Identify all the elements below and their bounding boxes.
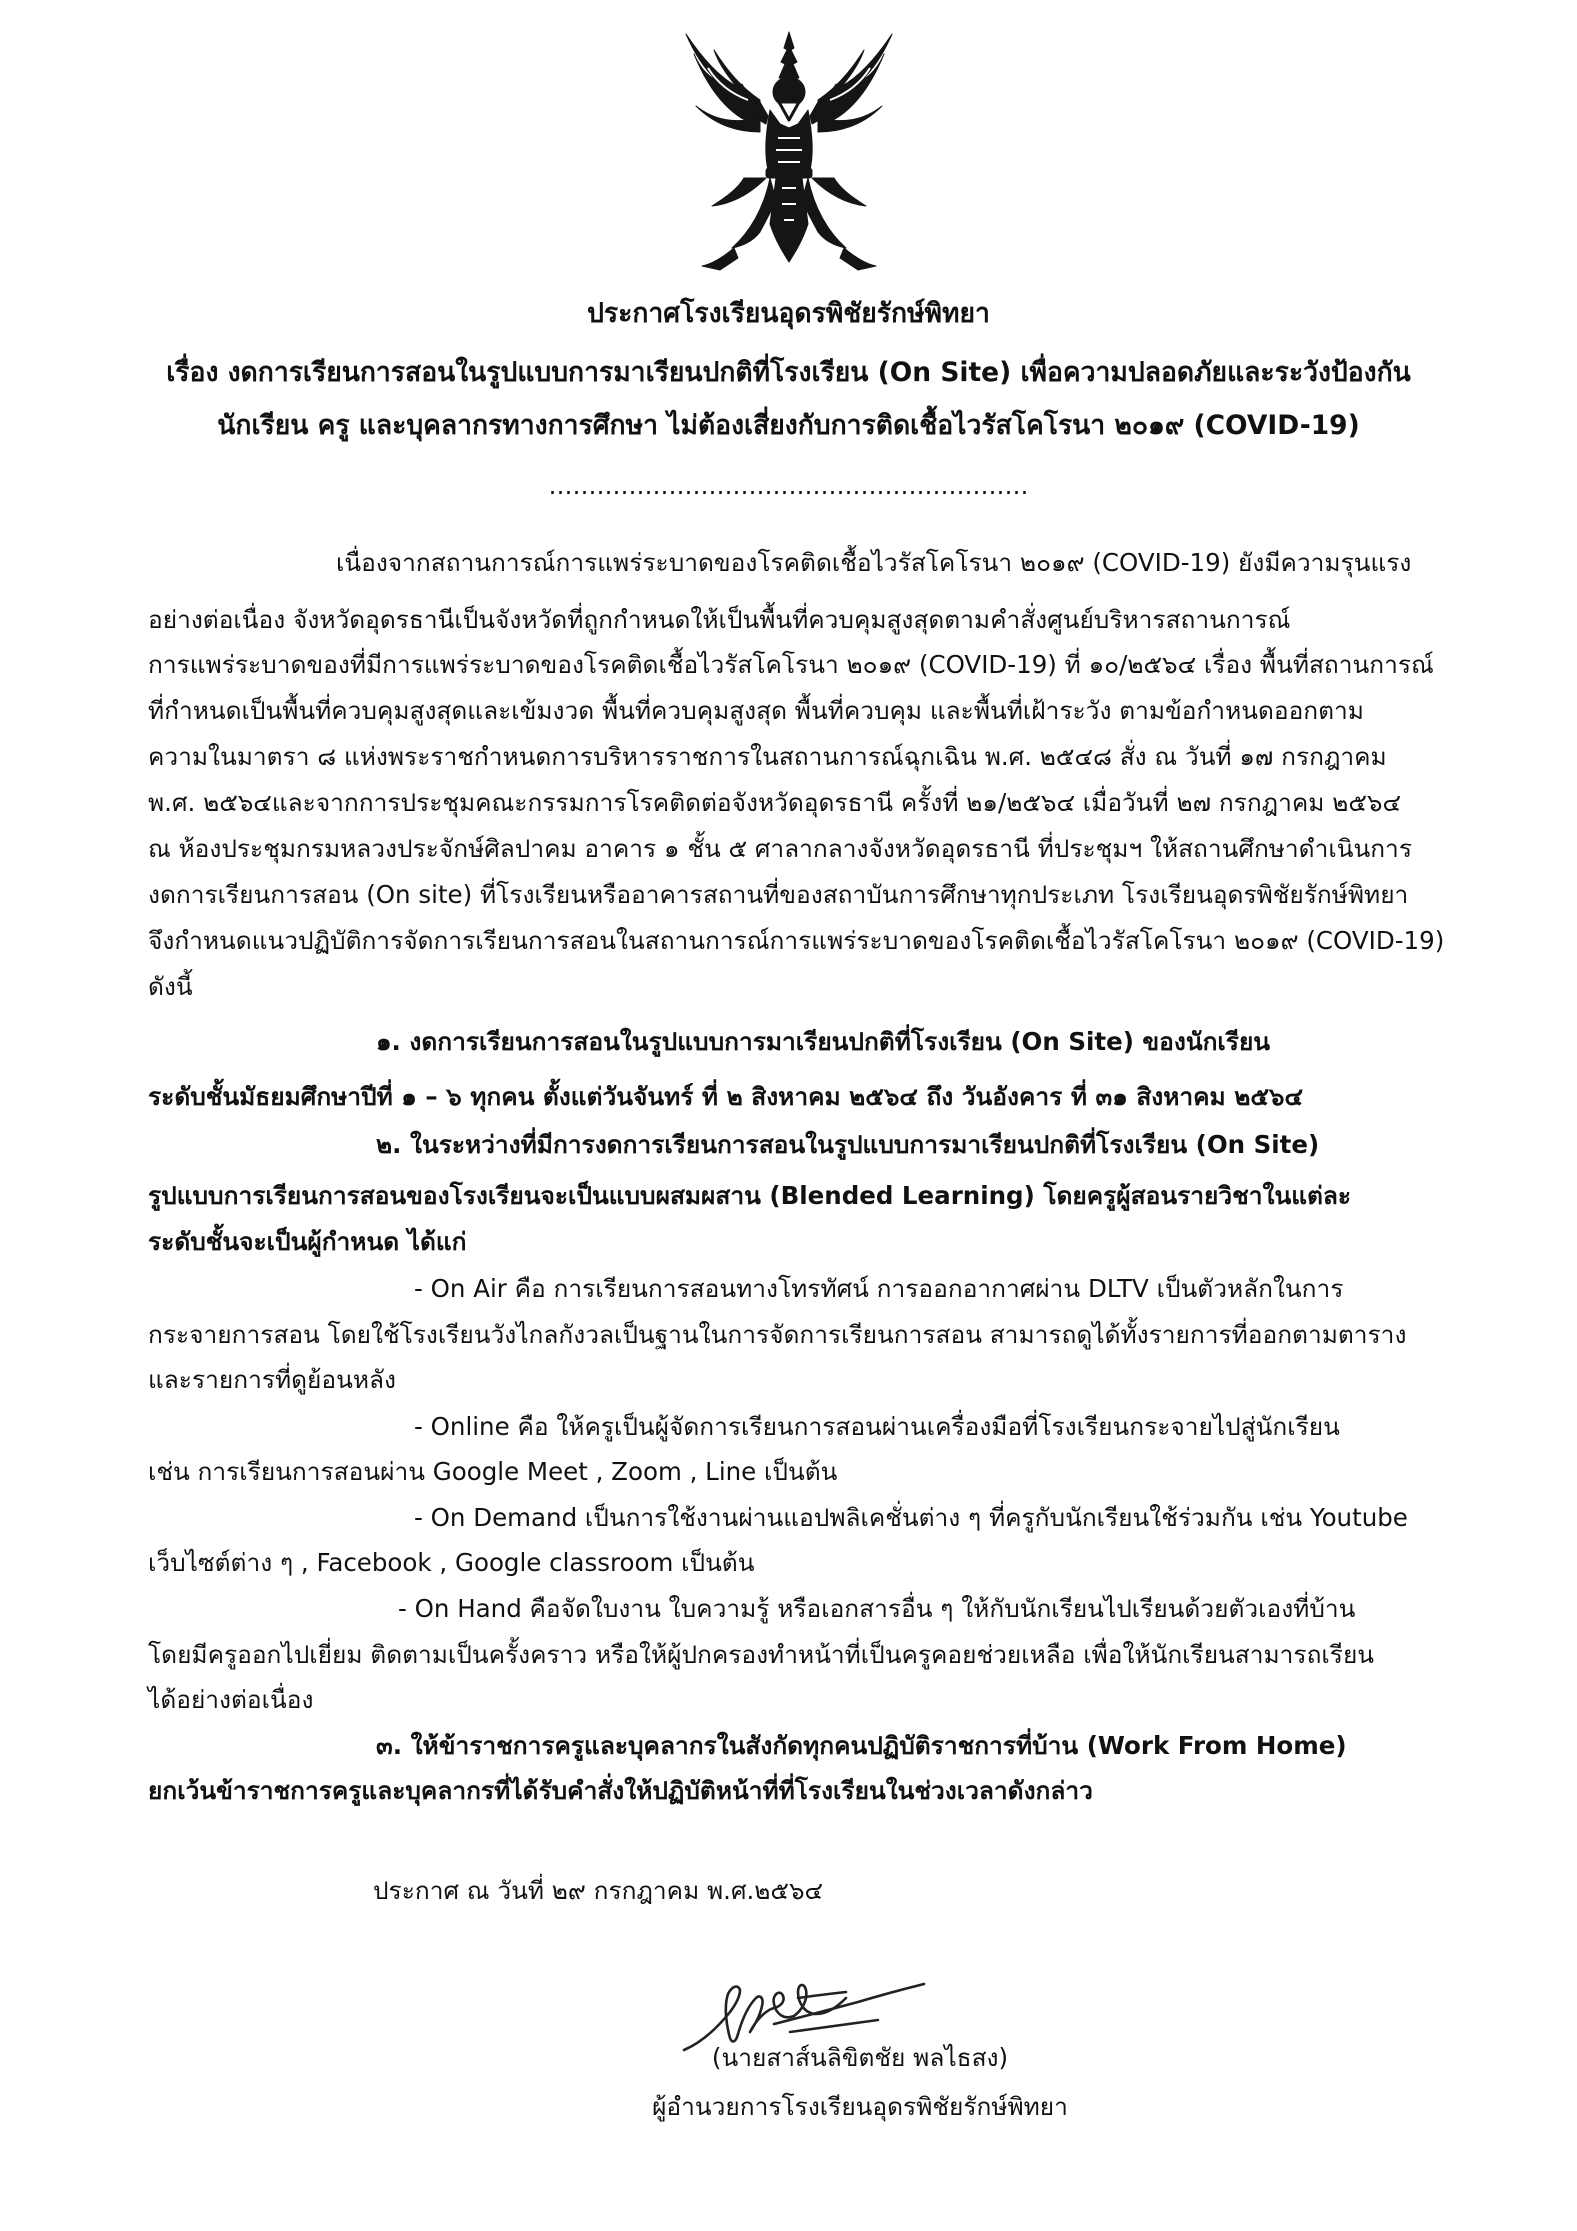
subject-line-1: เรื่อง งดการเรียนการสอนในรูปแบบการมาเรียนปกติที่โรงเรียน (On Site) เพื่อความปลอดภัยและระวังป้องกัน bbox=[166, 357, 1411, 388]
announcement-title: ประกาศโรงเรียนอุดรพิชัยรักษ์พิทยา bbox=[587, 298, 990, 329]
item-2-line: ๒. ในระหว่างที่มีการงดการเรียนการสอนในรูปแบบการมาเรียนปกติที่โรงเรียน (On Site) bbox=[376, 1130, 1320, 1159]
subject-line-2: นักเรียน ครู และบุคลากรทางการศึกษา ไม่ต้องเสี่ยงกับการติดเชื้อไวรัสโคโรนา ๒๐๑๙ (COVID-19) bbox=[217, 410, 1360, 441]
on-hand-line: ได้อย่างต่อเนื่อง bbox=[148, 1685, 314, 1714]
paragraph-line: ที่กำหนดเป็นพื้นที่ควบคุมสูงสุดและเข้มงวด พื้นที่ควบคุมสูงสุด พื้นที่ควบคุม และพื้นที่เฝ้าระวัง ตามข้อกำหนดออกตาม bbox=[148, 696, 1364, 725]
item-1-line: ๑. งดการเรียนการสอนในรูปแบบการมาเรียนปกติที่โรงเรียน (On Site) ของนักเรียน bbox=[376, 1027, 1271, 1056]
on-hand-line: - On Hand คือจัดใบงาน ใบความรู้ หรือเอกสารอื่น ๆ ให้กับนักเรียนไปเรียนด้วยตัวเองที่บ้าน bbox=[398, 1594, 1356, 1623]
signer-position: ผู้อำนวยการโรงเรียนอุดรพิชัยรักษ์พิทยา bbox=[652, 2092, 1068, 2121]
on-demand-line: - On Demand เป็นการใช้งานผ่านแอปพลิเคชั่นต่าง ๆ ที่ครูกับนักเรียนใช้ร่วมกัน เช่น Youtube bbox=[414, 1503, 1408, 1532]
item-1-line: ระดับชั้นมัธยมศึกษาปีที่ ๑ – ๖ ทุกคน ตั้งแต่วันจันทร์ ที่ ๒ สิงหาคม ๒๕๖๔ ถึง วันอังคาร ที่ ๓๑ สิงหาคม ๒๕๖๔ bbox=[148, 1082, 1304, 1111]
paragraph-line: ณ ห้องประชุมกรมหลวงประจักษ์ศิลปาคม อาคาร ๑ ชั้น ๕ ศาลากลางจังหวัดอุดรธานี ที่ประชุมฯ ให้สถานศึกษาดำเนินการ bbox=[148, 834, 1412, 863]
signer-name: (นายสาส์นลิขิตชัย พลไธสง) bbox=[711, 2043, 1009, 2072]
paragraph-line: การแพร่ระบาดของที่มีการแพร่ระบาดของโรคติดเชื้อไวรัสโคโรนา ๒๐๑๙ (COVID-19) ที่ ๑๐/๒๕๖๔ เรื่อง พื้นที่สถานการณ์ bbox=[148, 650, 1434, 679]
item-2-line: ระดับชั้นจะเป็นผู้กำหนด ได้แก่ bbox=[148, 1227, 467, 1256]
paragraph-line: อย่างต่อเนื่อง จังหวัดอุดรธานีเป็นจังหวัดที่ถูกกำหนดให้เป็นพื้นที่ควบคุมสูงสุดตามคำสั่งศูนย์บริหารสถานการณ์ bbox=[148, 605, 1291, 634]
paragraph-line: เนื่องจากสถานการณ์การแพร่ระบาดของโรคติดเชื้อไวรัสโคโรนา ๒๐๑๙ (COVID-19) ยังมีความรุนแรง bbox=[336, 548, 1412, 577]
separator-line: …………………………………………………… bbox=[548, 472, 1029, 500]
paragraph-line: พ.ศ. ๒๕๖๔และจากการประชุมคณะกรรมการโรคติดต่อจังหวัดอุดรธานี ครั้งที่ ๒๑/๒๕๖๔ เมื่อวันที่ ๒๗ กรกฎาคม ๒๕๖๔ bbox=[148, 788, 1401, 817]
item-2-line: รูปแบบการเรียนการสอนของโรงเรียนจะเป็นแบบผสมผสาน (Blended Learning) โดยครูผู้สอนรายวิชาในแต่ละ bbox=[148, 1181, 1352, 1210]
on-demand-line: เว็บไซต์ต่าง ๆ , Facebook , Google classroom เป็นต้น bbox=[148, 1548, 755, 1577]
paragraph-line: จึงกำหนดแนวปฏิบัติการจัดการเรียนการสอนในสถานการณ์การแพร่ระบาดของโรคติดเชื้อไวรัสโคโรนา ๒๐๑๙ (COVID-19) bbox=[148, 926, 1445, 955]
item-3-line: ยกเว้นข้าราชการครูและบุคลากรที่ได้รับคำสั่งให้ปฏิบัติหน้าที่ที่โรงเรียนในช่วงเวลาดังกล่าว bbox=[148, 1776, 1093, 1805]
garuda-emblem bbox=[678, 28, 900, 280]
on-air-line: และรายการที่ดูย้อนหลัง bbox=[148, 1365, 396, 1394]
on-air-line: กระจายการสอน โดยใช้โรงเรียนวังไกลกังวลเป็นฐานในการจัดการเรียนการสอน สามารถดูได้ทั้งรายการที่ออกตามตาราง bbox=[148, 1320, 1407, 1349]
online-line: - Online คือ ให้ครูเป็นผู้จัดการเรียนการสอนผ่านเครื่องมือที่โรงเรียนกระจายไปสู่นักเรียน bbox=[414, 1412, 1340, 1441]
on-hand-line: โดยมีครูออกไปเยี่ยม ติดตามเป็นครั้งคราว หรือให้ผู้ปกครองทำหน้าที่เป็นครูคอยช่วยเหลือ เพื่อให้นักเรียนสามารถเรียน bbox=[148, 1640, 1375, 1669]
announcement-date: ประกาศ ณ วันที่ ๒๙ กรกฎาคม พ.ศ.๒๕๖๔ bbox=[373, 1876, 824, 1905]
online-line: เช่น การเรียนการสอนผ่าน Google Meet , Zoom , Line เป็นต้น bbox=[148, 1457, 838, 1486]
paragraph-line: ดังนี้ bbox=[148, 972, 193, 1001]
paragraph-line: ความในมาตรา ๘ แห่งพระราชกำหนดการบริหารราชการในสถานการณ์ฉุกเฉิน พ.ศ. ๒๕๔๘ สั่ง ณ วันที่ ๑๗ กรกฎาคม bbox=[148, 742, 1387, 771]
on-air-line: - On Air คือ การเรียนการสอนทางโทรทัศน์ การออกอากาศผ่าน DLTV เป็นตัวหลักในการ bbox=[414, 1274, 1344, 1303]
item-3-line: ๓. ให้ข้าราชการครูและบุคลากรในสังกัดทุกคนปฏิบัติราชการที่บ้าน (Work From Home) bbox=[376, 1731, 1347, 1760]
paragraph-line: งดการเรียนการสอน (On site) ที่โรงเรียนหรืออาคารสถานที่ของสถาบันการศึกษาทุกประเภท โรงเรียนอุดรพิชัยรักษ์พิทยา bbox=[148, 880, 1409, 909]
